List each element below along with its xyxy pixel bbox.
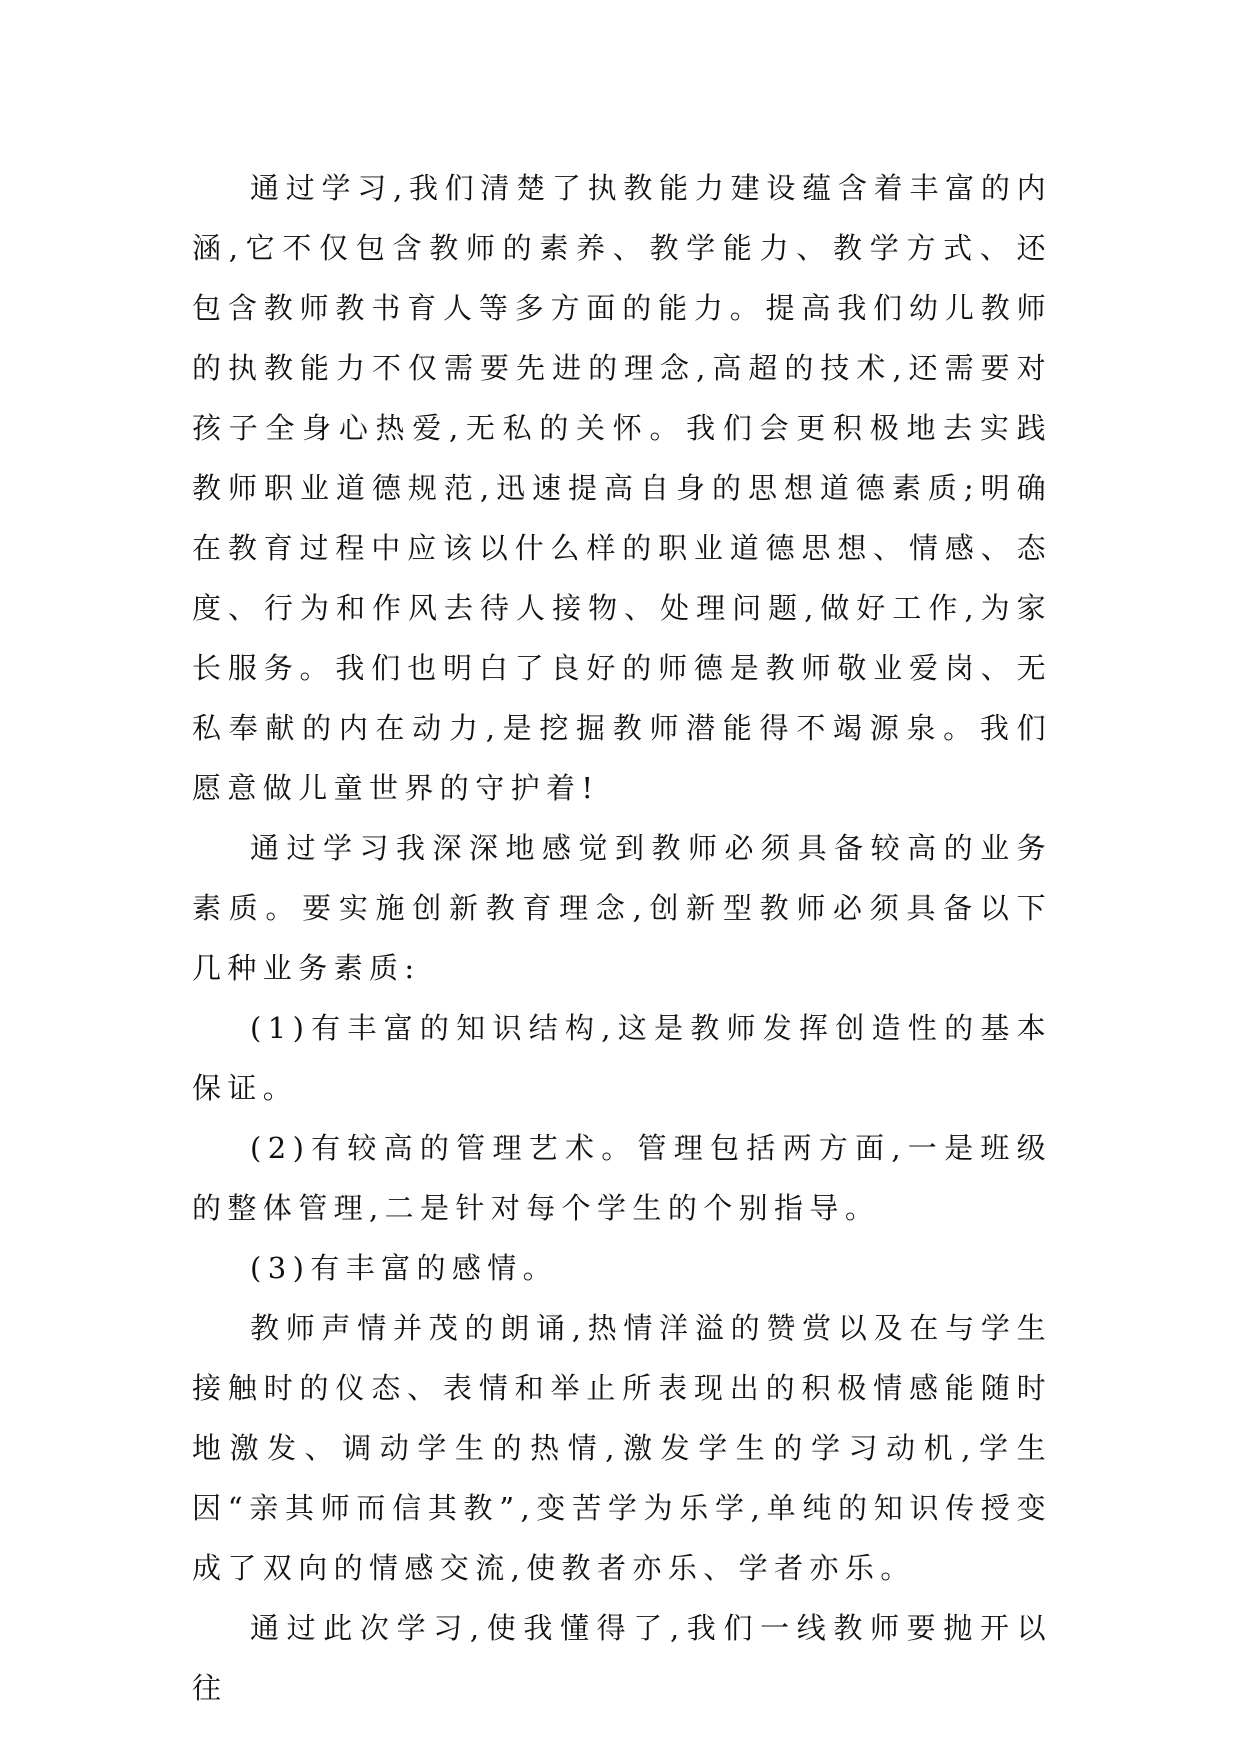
paragraph-2: 通过学习我深深地感觉到教师必须具备较高的业务素质。要实施创新教育理念,创新型教师必须具备以下几种业务素质: bbox=[192, 831, 1052, 985]
paragraph-6: 教师声情并茂的朗诵,热情洋溢的赞赏以及在与学生接触时的仪态、表情和举止所表现出的积极情感能随时地激发、调动学生的热情,激发学生的学习动机,学生因“亲其师而信其教”,变苦学为乐学,单纯的知识传授变成了双向的情感交流,使教者亦乐、学者亦乐。 bbox=[192, 1311, 1052, 1585]
paragraph-3: (1)有丰富的知识结构,这是教师发挥创造性的基本保证。 bbox=[192, 1011, 1052, 1105]
paragraph-7: 通过此次学习,使我懂得了,我们一线教师要抛开以往 bbox=[192, 1611, 1052, 1705]
paragraph-1: 通过学习,我们清楚了执教能力建设蕴含着丰富的内涵,它不仅包含教师的素养、教学能力、教学方式、还包含教师教书育人等多方面的能力。提高我们幼儿教师的执教能力不仅需要先进的理念,高超的技术,还需要对孩子全身心热爱,无私的关怀。我们会更积极地去实践教师职业道德规范,迅速提高自身的思想道德素质;明确在教育过程中应该以什么样的职业道德思想、情感、态度、行为和作风去待人接物、处理问题,做好工作,为家长服务。我们也明白了良好的师德是教师敬业爱岗、无私奉献的内在动力,是挖掘教师潜能得不竭源泉。我们愿意做儿童世界的守护着! bbox=[192, 171, 1052, 805]
paragraph-4: (2)有较高的管理艺术。管理包括两方面,一是班级的整体管理,二是针对每个学生的个别指导。 bbox=[192, 1131, 1052, 1225]
paragraph-5: (3)有丰富的感情。 bbox=[250, 1251, 559, 1285]
document-body bbox=[192, 158, 1052, 1718]
